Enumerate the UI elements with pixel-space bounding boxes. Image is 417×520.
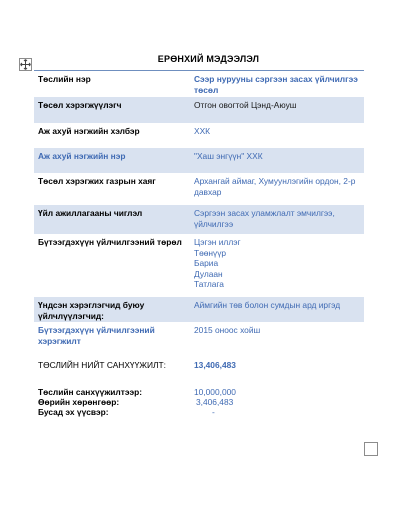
list-item: Дулаан	[194, 268, 223, 279]
table-row	[34, 297, 364, 322]
row-label: Үндсэн хэрэглэгчид буюу үйлчлүүлэгчид:	[38, 300, 145, 321]
row-label: Өөрийн хөрөнгөөр:	[38, 397, 120, 407]
row-label: Төслийн нэр	[38, 74, 91, 84]
row-value: Отгон овогтой Цэнд-Аюуш	[194, 100, 297, 110]
table-resize-handle-icon[interactable]	[364, 442, 378, 456]
row-value: 13,406,483	[194, 360, 236, 370]
table-row	[34, 322, 364, 349]
row-label: Үйл ажиллагааны чиглэл	[38, 208, 143, 218]
table-row	[34, 97, 364, 123]
list-item: Бариа	[194, 258, 219, 268]
table-row	[34, 234, 364, 297]
row-label: Төсөл хэрэгжих газрын хаяг	[38, 176, 156, 186]
row-label: Аж ахуй нэгжийн хэлбэр	[38, 126, 140, 136]
row-label: Төсөл хэрэгжүүлэгч	[38, 100, 122, 110]
table-row	[34, 397, 364, 407]
row-value: Сэргээн засах уламжлалт эмчилгээ, үйлчилгээ	[194, 208, 335, 229]
row-label: Бүтээгдэхүүн үйлчилгээний хэрэгжилт	[38, 325, 155, 346]
row-value: Аймгийн төв болон сумдын ард иргэд	[194, 300, 341, 310]
table-row	[34, 70, 364, 97]
table-row	[34, 173, 364, 205]
table-row	[34, 387, 364, 397]
row-label: Бүтээгдэхүүн үйлчилгээний төрөл	[38, 237, 182, 247]
table-row	[34, 123, 364, 148]
row-value: ХХК	[194, 126, 211, 136]
info-table	[34, 70, 364, 429]
row-value: "Хаш энгүүн" ХХК	[194, 151, 263, 161]
row-value: Сээр нурууны сэргээн засах үйлчилгээ төсөл	[194, 74, 358, 95]
table-row	[34, 148, 364, 173]
table-row	[34, 349, 364, 387]
funding-block	[34, 349, 364, 429]
document-title: ЕРӨНХИЙ МЭДЭЭЛЭЛ	[157, 54, 260, 64]
list-item: Татлага	[194, 279, 224, 289]
row-label: Аж ахуй нэгжийн нэр	[38, 151, 126, 161]
row-value-list	[194, 234, 364, 297]
table-row	[34, 407, 364, 417]
row-label: ТӨСЛИЙН НИЙТ САНХҮҮЖИЛТ:	[38, 360, 166, 370]
row-value: 2015 оноос хойш	[194, 325, 261, 335]
row-label: Бусад эх үүсвэр:	[38, 407, 109, 417]
list-item: Төөнүүр	[194, 247, 227, 258]
row-value: 3,406,483	[196, 397, 234, 407]
list-item: Цэгэн иллэг	[194, 237, 241, 247]
row-label: Төслийн санхүүжилтээр:	[38, 387, 143, 397]
row-value: 10,000,000	[194, 387, 236, 397]
row-value: -	[212, 407, 215, 417]
table-row	[34, 205, 364, 234]
row-value: Архангай аймаг, Хумуунлэгийн ордон, 2-р давхар	[194, 176, 356, 197]
